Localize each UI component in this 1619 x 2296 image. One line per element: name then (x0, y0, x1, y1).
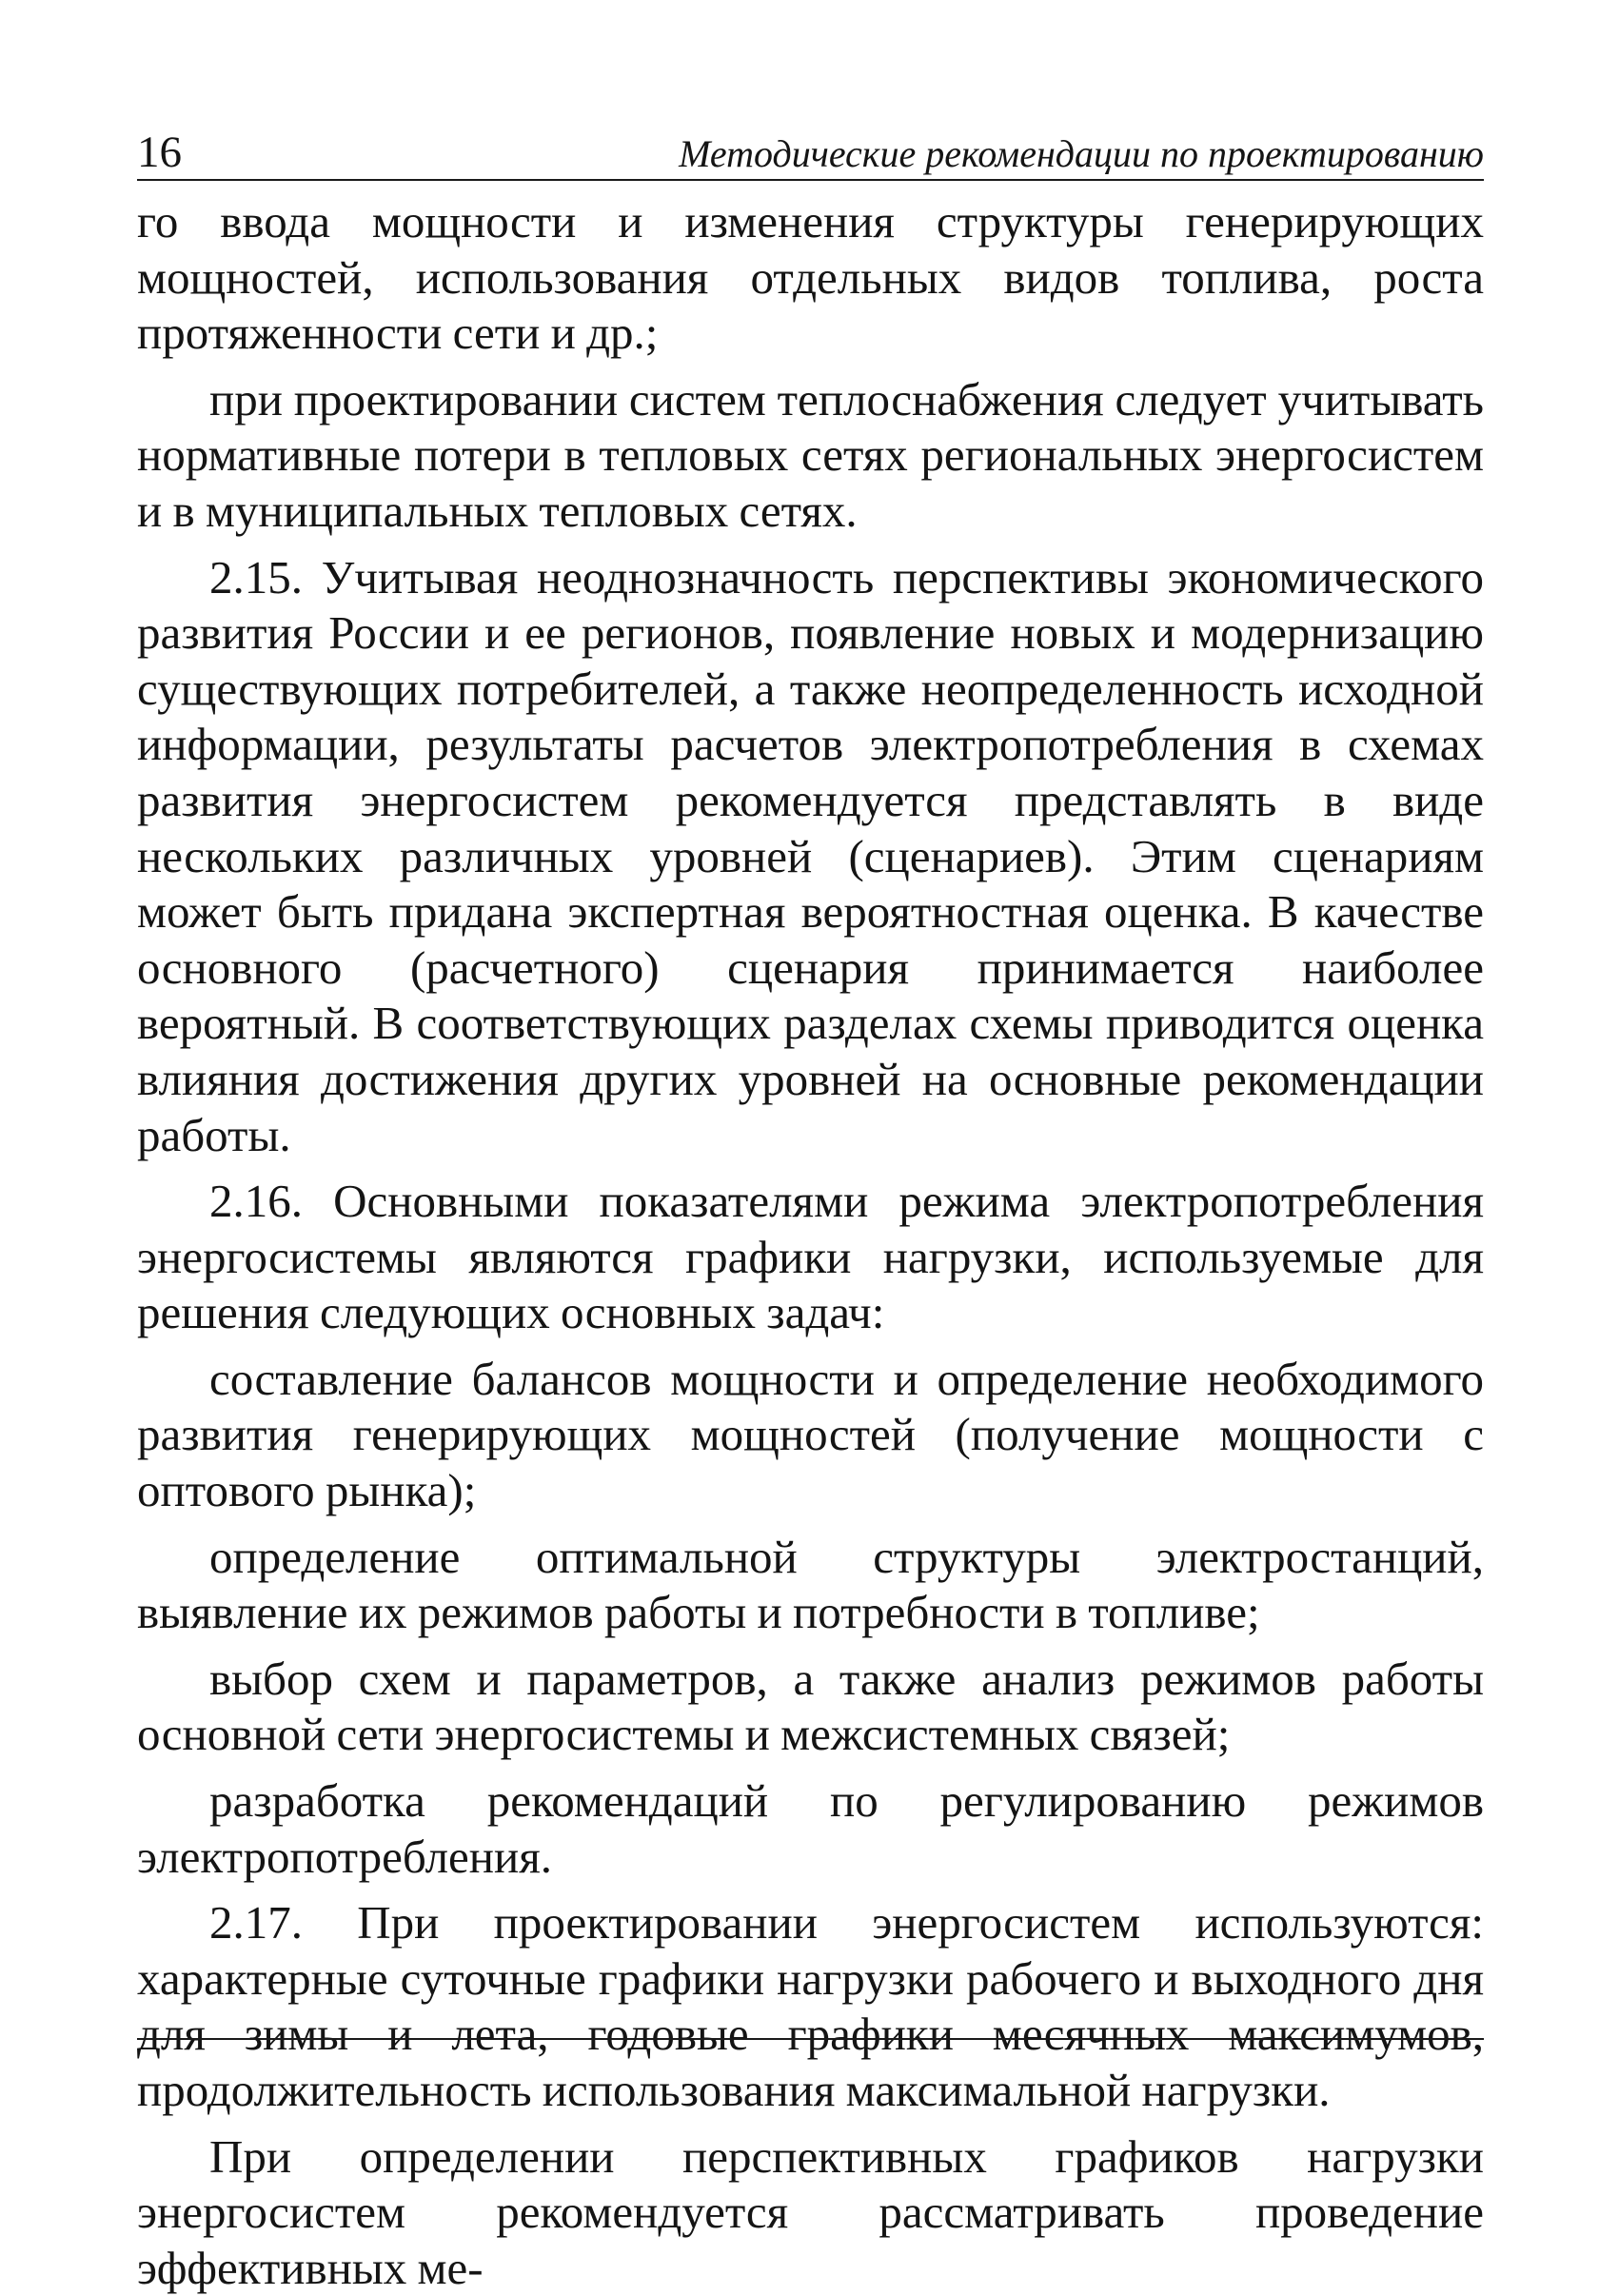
book-page (137, 112, 1484, 2296)
paragraph-2-17: 2.17. При проектировании энергосистем используются: характерные суточные графики нагрузки рабочего и выходного дня для зимы и лета, годовые графики месячных максимумов, продолжительность использования максимальной нагрузки. (137, 1896, 1484, 2116)
list-item-load-regulation: разработка рекомендаций по регулированию режимов электропотребления. (137, 1774, 1484, 1883)
paragraph-heat-supply: при проектировании систем теплоснабжения следует учитывать нормативные потери в тепловых сетях региональных энергосистем и в муниципальных тепловых сетях. (137, 372, 1484, 537)
footer-rule (137, 2038, 1484, 2040)
list-item-power-balance: составление балансов мощности и определение необходимого развития генерирующих мощностей (получение мощности с оптового рынка); (137, 1352, 1484, 1517)
list-item-network-schemes: выбор схем и параметров, а также анализ режимов работы основной сети энергосистемы и межсистемных связей; (137, 1652, 1484, 1761)
paragraph-load-forecast: При определении перспективных графиков нагрузки энергосистем рекомендуется рассматривать проведение эффективных ме- (137, 2129, 1484, 2294)
paragraph-2-15: 2.15. Учитывая неоднозначность перспективы экономического развития России и ее регионов, появление новых и модернизацию существующих потребителей, а также неопределенность исходной информации, результаты расчетов электропотребления в схемах развития энергосистем рекомендуется представлять в виде нескольких различных уровней (сценариев). Этим сценариям может быть придана экспертная вероятностная оценка. В качестве основного (расчетного) сценария принимается наиболее вероятный. В соответствующих разделах схемы приводится оценка влияния достижения других уровней на основные рекомендации работы. (137, 550, 1484, 1161)
page-number: 16 (137, 128, 182, 177)
list-item-plant-structure: определение оптимальной структуры электростанций, выявление их режимов работы и потребности в топливе; (137, 1530, 1484, 1639)
paragraph-2-16: 2.16. Основными показателями режима электропотребления энергосистемы являются графики нагрузки, используемые для решения следующих основных задач: (137, 1175, 1484, 1339)
body-text (137, 194, 1484, 2296)
running-header (137, 112, 1484, 181)
running-title: Методические рекомендации по проектированию (679, 132, 1484, 175)
paragraph-continuation: го ввода мощности и изменения структуры генерирующих мощностей, использования отдельных видов топлива, роста протяженности сети и др.; (137, 195, 1484, 360)
